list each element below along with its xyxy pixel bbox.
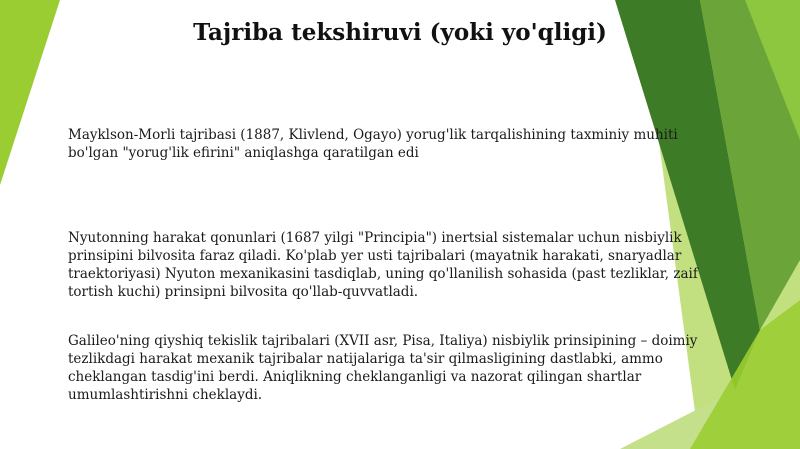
paragraph-line: tortish kuchi) prinsipni bilvosita qo'llab-quvvatladi. <box>68 284 419 300</box>
paragraph-line: tezlikdagi harakat mexanik tajribalar natijalariga ta'sir qilmasligining dastlabki, ammo <box>68 351 663 367</box>
slide-title: Tajriba tekshiruvi (yoki yo'qligi) <box>193 19 607 46</box>
paragraph-michelson-morley <box>68 126 758 162</box>
paragraph-line: Nyutonning harakat qonunlari (1687 yilgi "Principia") inertsial sistemalar uchun nisbiylik <box>68 230 682 246</box>
paragraph-newton <box>68 229 758 301</box>
paragraph-line: Mayklson-Morli tajribasi (1887, Klivlend, Ogayo) yorug'lik tarqalishining taxminiy muhiti <box>68 127 678 143</box>
paragraph-line: Galileo'ning qiyshiq tekislik tajribalari (XVII asr, Pisa, Italiya) nisbiylik prinsipining – doimiy <box>68 333 698 349</box>
paragraph-line: cheklangan tasdig'ini berdi. Aniqlikning cheklanganligi va nazorat qilingan shartlar <box>68 369 642 385</box>
paragraph-galileo <box>68 332 758 404</box>
paragraph-line: bo'lgan "yorug'lik efirini" aniqlashga qaratilgan edi <box>68 145 419 161</box>
paragraph-line: prinsipini bilvosita faraz qiladi. Ko'plab yer usti tajribalari (mayatnik harakati, snaryadlar <box>68 248 682 264</box>
paragraph-line: umumlashtirishni cheklaydi. <box>68 387 263 403</box>
paragraph-line: traektoriyasi) Nyuton mexanikasini tasdiqlab, uning qo'llanilish sohasida (past tezliklar, zaif <box>68 266 698 282</box>
